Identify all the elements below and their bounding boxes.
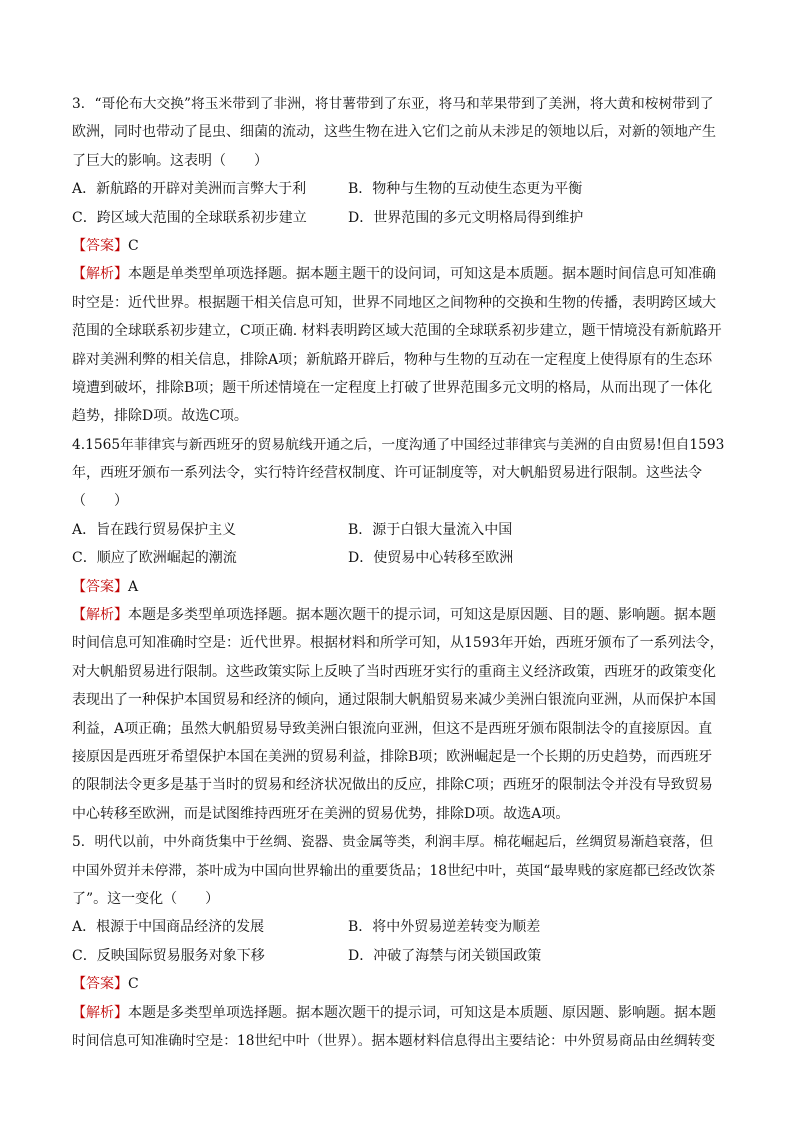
answer-tag: 【答案】 — [72, 578, 128, 595]
analysis-line — [72, 601, 724, 629]
analysis-line: 时间信息可知准确时空是：近代世界。根据材料和所学可知，从1593年开始，西班牙颁布了一系列法令， — [72, 635, 724, 652]
question-stem-line: 5．明代以前，中外商货集中于丝绸、瓷器、贵金属等类，利润丰厚。棉花崛起后，丝绸贸易渐趋衰落，但 — [72, 834, 714, 851]
option-d: D．世界范围的多元文明格局得到维护 — [348, 209, 584, 226]
question-stem-line: 了”。这一变化（ ） — [72, 890, 220, 907]
answer-value: A — [128, 578, 139, 595]
option-b: B．将中外贸易逆差转变为顺差 — [348, 919, 541, 936]
option-row — [72, 204, 724, 232]
answer-line — [72, 970, 724, 998]
analysis-line: 中心转移至欧洲，而是试图维持西班牙在美洲的贸易优势，排除D项。故选A项。 — [72, 805, 570, 822]
answer-value: C — [128, 237, 139, 254]
analysis-tag: 【解析】 — [72, 1004, 128, 1021]
analysis-line: 辟对美洲利弊的相关信息，排除A项；新航路开辟后，物种与生物的互动在一定程度上使得原有的生态环 — [72, 351, 713, 368]
option-d: D．使贸易中心转移至欧洲 — [348, 550, 514, 567]
option-row — [72, 516, 724, 544]
answer-tag: 【答案】 — [72, 976, 128, 993]
question-stem-line: （ ） — [72, 493, 128, 510]
analysis-line: 的限制法令更多是基于当时的贸易和经济状况做出的反应，排除C项；西班牙的限制法令并没有导致贸易 — [72, 777, 713, 794]
analysis-line: 时空是：近代世界。根据题干相关信息可知，世界不同地区之间物种的交换和生物的传播，表明跨区域大 — [72, 294, 716, 311]
analysis-text: 本题是单类型单项选择题。据本题主题干的设问词，可知这是本质题。据本题时间信息可知准确 — [128, 266, 716, 283]
question-4 — [72, 431, 724, 828]
question-stem-line: 年，西班牙颁布一系列法令，实行特许经营权制度、许可证制度等，对大帆船贸易进行限制。这些法令 — [72, 465, 702, 482]
question-5 — [72, 828, 724, 1055]
analysis-line: 表现出了一种保护本国贸易和经济的倾向，通过限制大帆船贸易来减少美洲白银流向亚洲，从而保护本国 — [72, 692, 716, 709]
option-row — [72, 913, 724, 941]
option-b: B．物种与生物的互动使生态更为平衡 — [348, 181, 583, 198]
analysis-line: 接原因是西班牙希望保护本国在美洲的贸易利益，排除B项；欧洲崛起是一个长期的历史趋势，而西班牙 — [72, 748, 713, 765]
question-stem-line: 了巨大的影响。这表明（ ） — [72, 152, 268, 169]
answer-value: C — [128, 976, 139, 993]
analysis-line — [72, 260, 724, 288]
option-a: A．旨在践行贸易保护主义 — [72, 521, 237, 538]
option-b: B．源于白银大量流入中国 — [348, 521, 513, 538]
option-row — [72, 544, 724, 572]
analysis-tag: 【解析】 — [72, 607, 128, 624]
analysis-tag: 【解析】 — [72, 266, 128, 283]
question-stem-line: 中国外贸并未停滞，茶叶成为中国向世界输出的重要货品；18世纪中叶，英国“最卑贱的家庭都已经改饮茶 — [72, 862, 716, 879]
analysis-line — [72, 999, 724, 1027]
analysis-line: 范围的全球联系初步建立，C项正确. 材料表明跨区域大范围的全球联系初步建立，题干情境没有新航路开 — [72, 323, 722, 340]
question-stem-line: 欧洲，同时也带动了昆虫、细菌的流动，这些生物在进入它们之前从未涉足的领地以后，对新的领地产生 — [72, 124, 716, 141]
option-c: C．反映国际贸易服务对象下移 — [72, 947, 265, 964]
analysis-text: 本题是多类型单项选择题。据本题次题干的提示词，可知这是本质题、原因题、影响题。据本题 — [128, 1004, 716, 1021]
option-d: D．冲破了海禁与闭关锁国政策 — [348, 947, 542, 964]
analysis-text: 本题是多类型单项选择题。据本题次题干的提示词，可知这是原因题、目的题、影响题。据本题 — [128, 607, 716, 624]
answer-tag: 【答案】 — [72, 237, 128, 254]
question-3 — [72, 90, 724, 431]
analysis-line: 对大帆船贸易进行限制。这些政策实际上反映了当时西班牙实行的重商主义经济政策，西班牙的政策变化 — [72, 663, 716, 680]
option-row — [72, 175, 724, 203]
question-stem-line: 3．“哥伦布大交换”将玉米带到了非洲，将甘薯带到了东亚，将马和苹果带到了美洲，将大黄和桉树带到了 — [72, 96, 714, 112]
document-body — [72, 90, 724, 1055]
option-a: A．根源于中国商品经济的发展 — [72, 919, 265, 936]
option-c: C．顺应了欧洲崛起的潮流 — [72, 550, 237, 567]
analysis-line: 时间信息可知准确时空是：18世纪中叶（世界）。据本题材料信息得出主要结论：中外贸易商品由丝绸转变 — [72, 1032, 716, 1049]
analysis-line: 趋势，排除D项。故选C项。 — [72, 408, 248, 425]
answer-line — [72, 232, 724, 260]
analysis-line: 境遭到破坏，排除B项；题干所述情境在一定程度上打破了世界范围多元文明的格局，从而出现了一体化 — [72, 379, 713, 396]
analysis-line: 利益，A项正确；虽然大帆船贸易导致美洲白银流向亚洲，但这不是西班牙颁布限制法令的直接原因。直 — [72, 720, 713, 737]
question-stem-line: 4.1565年菲律宾与新西班牙的贸易航线开通之后，一度沟通了中国经过菲律宾与美洲的自由贸易!但自1593 — [72, 436, 725, 453]
option-a: A．新航路的开辟对美洲而言弊大于利 — [72, 181, 307, 198]
answer-line — [72, 573, 724, 601]
option-row — [72, 942, 724, 970]
option-c: C．跨区域大范围的全球联系初步建立 — [72, 209, 307, 226]
